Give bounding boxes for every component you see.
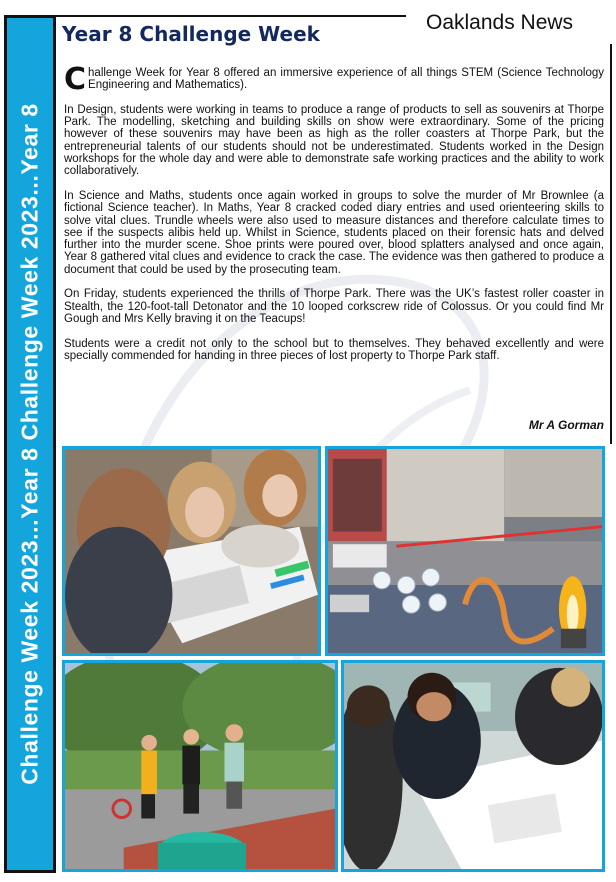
article-body xyxy=(64,62,604,374)
paragraph-science-maths: In Science and Maths, students once again worked in groups to solve the murder of Mr Brownlee (a fictional Science teacher). In Maths, Year 8 cracked coded diary entries and used orienteering skills to solve vital clues. Trundle wheels were also used to measure distances and therefore calculate times to see if the suspects alibis held up. Whilst in Science, students placed on their forensic hats and delved further into the murder scene. Shoe prints were poured over, blood splatters analysed and once again, Year 8 gathered vital clues and evidence to crack the case. The evidence was then gathered to produce a document that could be used by the prosecuting team. xyxy=(64,189,604,276)
photo-science-lab xyxy=(325,446,605,656)
right-rule xyxy=(610,44,612,444)
article-headline: Year 8 Challenge Week xyxy=(62,22,320,46)
paragraph-conclusion: Students were a credit not only to the school but to themselves. They behaved excellently and were specially commended for handing in three pieces of lost property to Thorpe Park staff. xyxy=(64,337,604,362)
top-rule xyxy=(56,15,406,17)
photo-students-worksheets xyxy=(62,446,321,656)
drop-cap: C xyxy=(64,62,87,97)
sidebar-banner xyxy=(4,15,56,873)
sidebar-title: Challenge Week 2023...Year 8 Challenge Week 2023...Year 8 xyxy=(16,103,43,785)
paragraph-intro-text: hallenge Week for Year 8 offered an immersive experience of all things STEM (Science Technology Engineering and Mathematics). xyxy=(88,67,604,92)
photo-classroom-writing xyxy=(341,660,605,872)
paragraph-friday: On Friday, students experienced the thrills of Thorpe Park. There was the UK’s fastest roller coaster in Stealth, the 120-foot-tall Detonator and the 10 looped corkscrew ride of Colossus. Or you could find Mr Gough and Mrs Kelly braving it on the Teacups! xyxy=(64,288,604,325)
byline: Mr A Gorman xyxy=(528,418,604,432)
photo-outdoor-measuring xyxy=(62,660,338,872)
paragraph-intro xyxy=(64,62,604,97)
paragraph-design: In Design, students were working in teams to produce a range of products to sell as souvenirs at Thorpe Park. The modelling, sketching and building skills on show were extraordinary. Some of the pricing however of these souvenirs may have been as high as the roller coasters at Thorpe Park, but the entrepreneurial talents of our students should not be underestimated. Students worked in the Design workshops for the whole day and were able to demonstrate safe working practices and the ability to work collaboratively. xyxy=(64,103,604,178)
masthead-title: Oaklands News xyxy=(426,11,574,34)
